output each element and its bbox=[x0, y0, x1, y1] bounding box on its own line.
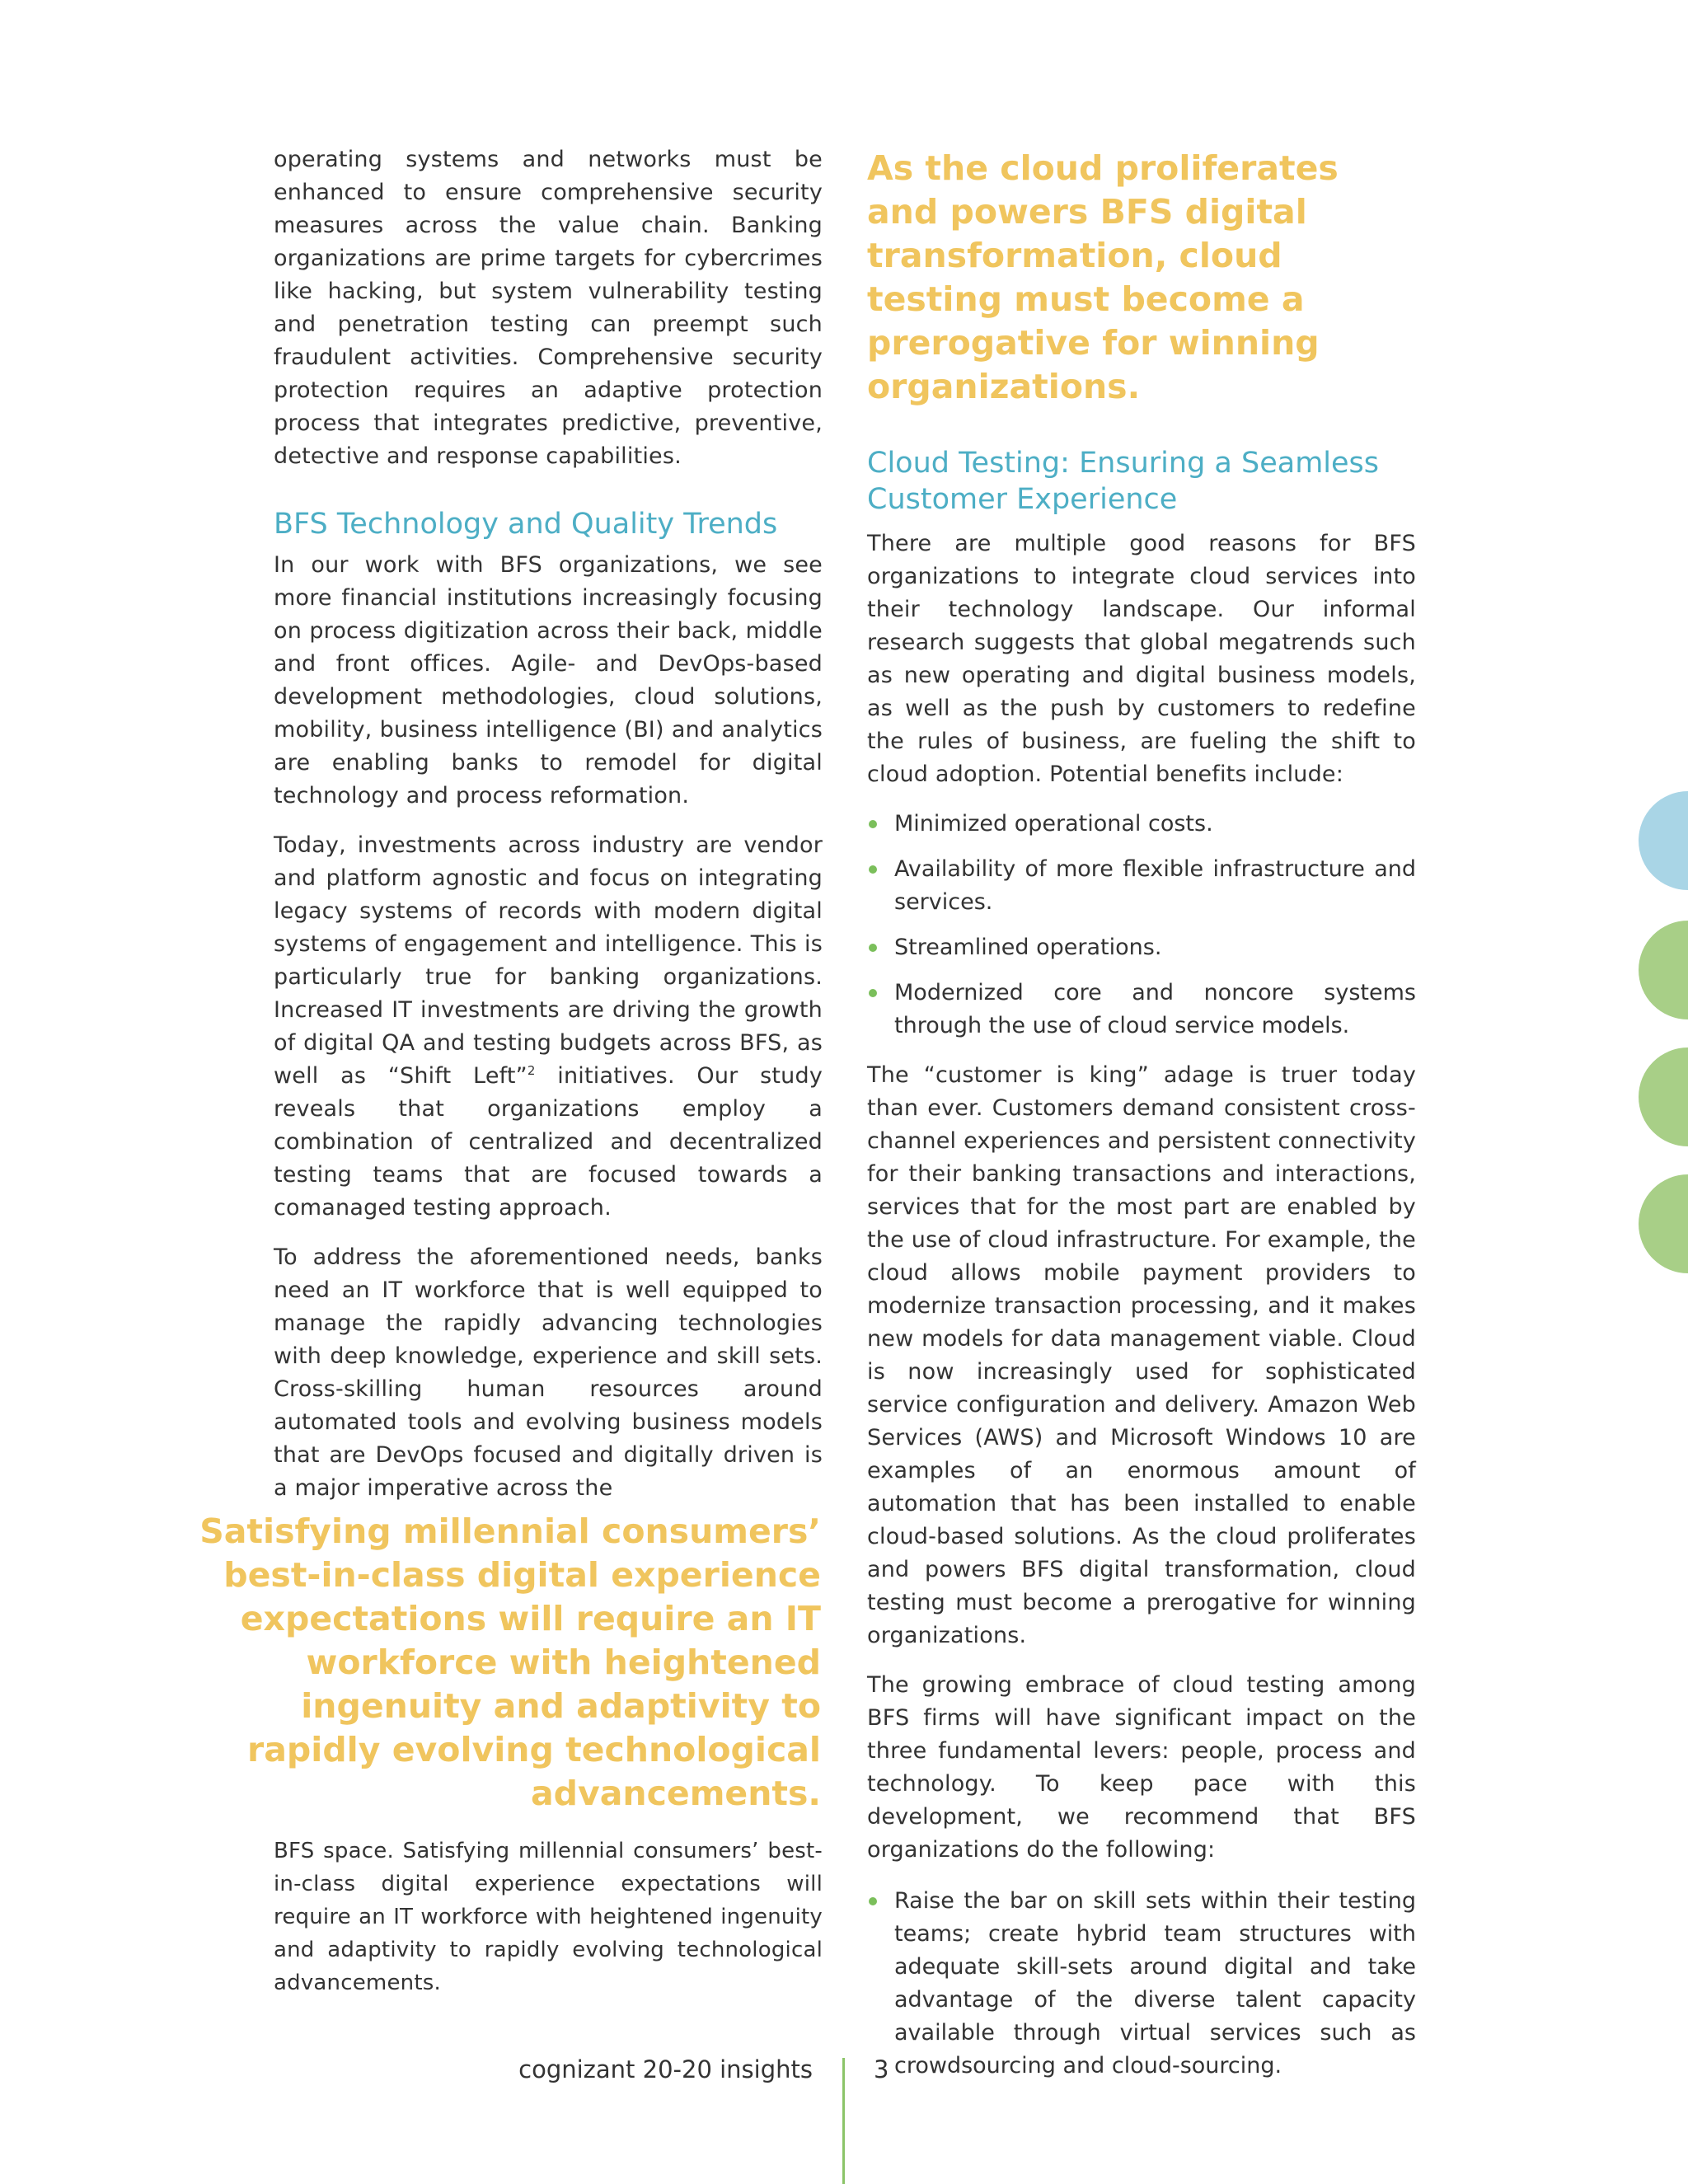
list-item-text: Raise the bar on skill sets within their testing teams; create hybrid team structures with adequate skill-sets around digital and take advantage of the diverse talent capacity available through virtual services such as crowdsourcing and cloud-sourcing. bbox=[894, 1888, 1416, 2079]
decorative-circle-green-2 bbox=[1639, 1047, 1688, 1146]
list-item bbox=[867, 977, 1416, 1043]
list-item-text: Minimized operational costs. bbox=[894, 811, 1213, 837]
pull-quote-left-container bbox=[157, 1510, 821, 1816]
page-number: 3 bbox=[874, 2055, 889, 2083]
cloud-paragraph-2: The “customer is king” adage is truer today than ever. Customers demand consistent cross-channel experiences and persistent connectivity for their banking transactions and interactions, services that for the most part are enabled by the use of cloud infrastructure. For example, the cloud allows mobile payment providers to modernize transaction processing, and it makes new models for data management viable. Cloud is now increasingly used for sophisticated service configuration and delivery. Amazon Web Services (AWS) and Microsoft Windows 10 are examples of an enormous amount of automation that has been installed to enable cloud-based solutions. As the cloud proliferates and powers BFS digital transformation, cloud testing must become a prerogative for winning organizations. bbox=[867, 1062, 1416, 1648]
list-item bbox=[867, 1885, 1416, 2083]
decorative-circle-blue bbox=[1639, 791, 1688, 890]
decorative-circle-green-1 bbox=[1639, 921, 1688, 1019]
recommendations-list bbox=[867, 1885, 1416, 2083]
trends-paragraph-3: To address the aforementioned needs, banks need an IT workforce that is well equipped to manage the rapidly advancing technologies with deep knowledge, experience and skill sets. Cross-skilling human resources around automated tools and evolving business models that are DevOps focused and digitally driven is a major imperative across the bbox=[274, 1244, 823, 1501]
bullet-dot-icon bbox=[869, 1897, 877, 1905]
trends-paragraph-4: BFS space. Satisfying millennial consumers’ best-in-class digital experience expectations will require an IT workforce with heightened ingenuity and adaptivity to rapidly evolving technological advancements. bbox=[274, 1839, 823, 1995]
list-item bbox=[867, 931, 1416, 964]
list-item bbox=[867, 808, 1416, 841]
trends-paragraph-1: In our work with BFS organizations, we see more financial institutions increasingly focusing on process digitization across their back, middle and front offices. Agile- and DevOps-based development methodologies, cloud solutions, mobility, business intelligence (BI) and analytics are enabling banks to remodel for digital technology and process reformation. bbox=[274, 552, 823, 808]
intro-paragraph: operating systems and networks must be enhanced to ensure comprehensive security measures across the value chain. Banking organizations are prime targets for cybercrimes like hacking, but system vulnerability testing and penetration testing can preempt such fraudulent activities. Comprehensive security protection requires an adaptive protection process that integrates predictive, preventive, detective and response capabilities. bbox=[274, 147, 823, 469]
footer-publication: cognizant 20-20 insights bbox=[518, 2055, 813, 2083]
cloud-paragraph-3: The growing embrace of cloud testing among BFS firms will have significant impact on the three fundamental levers: people, process and technology. To keep pace with this development, we recommend that BFS organizations do the following: bbox=[867, 1672, 1416, 1863]
cloud-paragraph-1: There are multiple good reasons for BFS organizations to integrate cloud services into their technology landscape. Our informal research suggests that global megatrends such as new operating and digital business models, as well as the push by customers to redefine the rules of business, are fueling the shift to cloud adoption. Potential benefits include: bbox=[867, 531, 1416, 787]
trends-paragraph-2-text-a: Today, investments across industry are vendor and platform agnostic and focus on integrating legacy systems of records with modern digital systems of engagement and intelligence. This is particularly true for banking organizations. Increased IT investments are driving the growth of digital QA and testing budgets across BFS, as well as “Shift Left” bbox=[274, 832, 823, 1089]
bullet-dot-icon bbox=[869, 820, 877, 828]
section-heading-bfs-trends: BFS Technology and Quality Trends bbox=[274, 508, 778, 541]
bullet-dot-icon bbox=[869, 944, 877, 952]
footnote-marker: 2 bbox=[527, 1063, 536, 1078]
trends-paragraph-2 bbox=[274, 829, 823, 1225]
pull-quote-cloud: As the cloud proliferates and powers BFS digital transformation, cloud testing must become a prerogative for winning organizations. bbox=[867, 148, 1339, 406]
pull-quote-millennial: Satisfying millennial consumers’ best-in-class digital experience expectations will require an IT workforce with heightened ingenuity and adaptivity to rapidly evolving technological advancements. bbox=[199, 1511, 821, 1813]
bullet-dot-icon bbox=[869, 989, 877, 997]
left-column bbox=[274, 143, 823, 1521]
decorative-circle-green-3 bbox=[1639, 1174, 1688, 1273]
trends-paragraph-2-text-b: initiatives. Our study reveals that organizations employ a combination of centralized and decentralized testing teams that are focused towards a comanaged testing approach. bbox=[274, 1063, 823, 1221]
right-column bbox=[867, 143, 1416, 2099]
benefits-list bbox=[867, 808, 1416, 1043]
section-heading-cloud-testing: Cloud Testing: Ensuring a Seamless Customer Experience bbox=[867, 447, 1380, 516]
list-item-text: Streamlined operations. bbox=[894, 935, 1162, 960]
list-item bbox=[867, 853, 1416, 919]
list-item-text: Modernized core and noncore systems through the use of cloud service models. bbox=[894, 980, 1416, 1038]
footer-divider bbox=[842, 2058, 845, 2184]
left-column-continued bbox=[274, 1835, 823, 2016]
bullet-dot-icon bbox=[869, 865, 877, 874]
list-item-text: Availability of more flexible infrastructure and services. bbox=[894, 856, 1416, 915]
